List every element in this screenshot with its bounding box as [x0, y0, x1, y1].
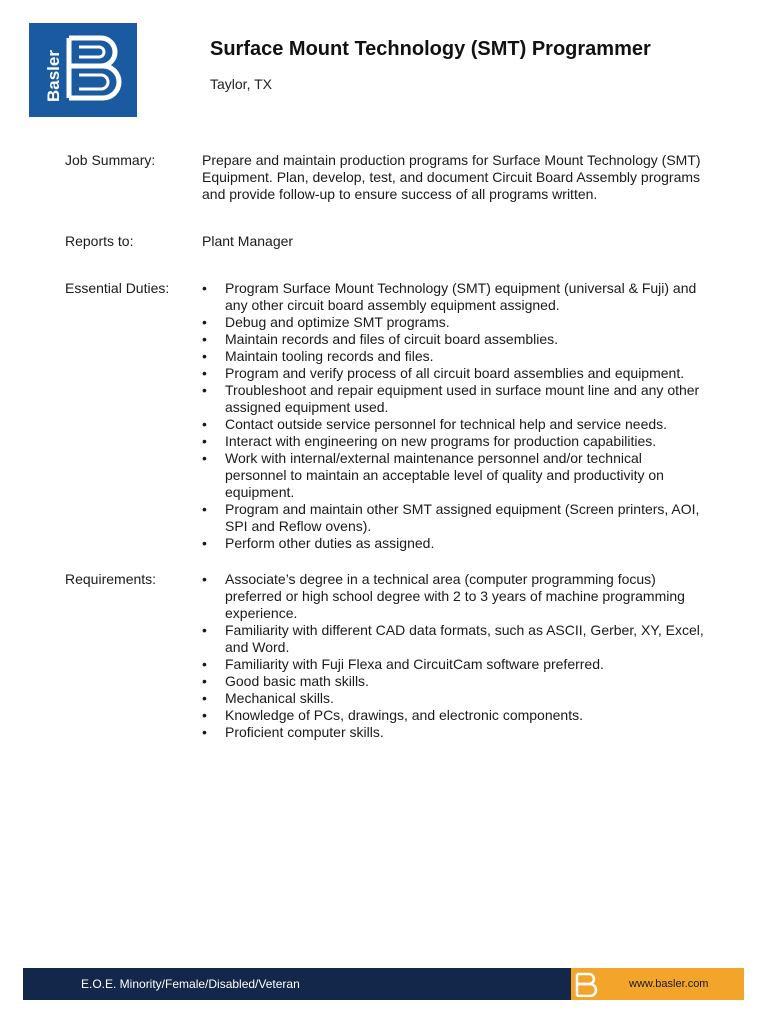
requirements-list [202, 571, 707, 741]
bullet: • [202, 382, 207, 398]
bullet: • [202, 656, 207, 672]
bullet: • [202, 673, 207, 689]
bullet: • [202, 365, 207, 381]
list-item: • Program and maintain other SMT assigned equipment (Screen printers, AOI, SPI and Reflow ovens). [202, 501, 700, 534]
list-item: • Interact with engineering on new programs for production capabilities. [202, 433, 657, 449]
list-item: • Mechanical skills. [202, 690, 334, 706]
list-item: • Familiarity with Fuji Flexa and CircuitCam software preferred. [202, 656, 604, 672]
reports-to-text: Plant Manager [202, 233, 294, 249]
list-item: • Proficient computer skills. [202, 724, 384, 740]
bullet: • [202, 690, 207, 706]
requirements-label: Requirements: [65, 571, 157, 587]
list-item: • Maintain tooling records and files. [202, 348, 434, 364]
job-title: Surface Mount Technology (SMT) Programmer [210, 38, 651, 60]
list-item: • Debug and optimize SMT programs. [202, 314, 450, 330]
basler-b-mark-icon [29, 23, 137, 117]
list-item: • Troubleshoot and repair equipment used in surface mount line and any other assigned equipment used. [202, 382, 700, 415]
footer-bar [23, 968, 744, 1000]
bullet: • [202, 314, 207, 330]
reports-to-label: Reports to: [65, 233, 134, 249]
bullet: • [202, 707, 207, 723]
list-item: • Maintain records and files of circuit board assemblies. [202, 331, 559, 347]
job-summary-label: Job Summary: [65, 152, 156, 168]
basler-b-small-icon [573, 971, 601, 997]
basler-logo [29, 23, 137, 117]
essential-duties-list [202, 280, 707, 552]
list-item: • Program and verify process of all circuit board assemblies and equipment. [202, 365, 685, 381]
essential-duties-label: Essential Duties: [65, 280, 170, 296]
list-item: • Program Surface Mount Technology (SMT) equipment (universal & Fuji) and any other circuit board assembly equipment assigned. [202, 280, 697, 313]
logo-text: Basler [44, 50, 63, 102]
list-item: • Perform other duties as assigned. [202, 535, 435, 551]
footer-left-panel [23, 968, 571, 1000]
eoe-statement: E.O.E. Minority/Female/Disabled/Veteran [81, 977, 300, 991]
bullet: • [202, 450, 207, 466]
job-summary-text: Prepare and maintain production programs for Surface Mount Technology (SMT) Equipment. Plan, develop, test, and document Circuit Board Assembly programs and provide follow-up to ensure success of all programs written. [202, 152, 701, 202]
list-item: • Familiarity with different CAD data formats, such as ASCII, Gerber, XY, Excel, and Word. [202, 622, 704, 655]
list-item: • Work with internal/external maintenance personnel and/or technical personnel to maintain an acceptable level of quality and productivity on equipment. [202, 450, 664, 500]
bullet: • [202, 331, 207, 347]
list-item: • Contact outside service personnel for technical help and service needs. [202, 416, 668, 432]
footer-right-panel [571, 968, 744, 1000]
bullet: • [202, 348, 207, 364]
bullet: • [202, 280, 207, 296]
bullet: • [202, 571, 207, 587]
bullet: • [202, 535, 207, 551]
list-item: • Good basic math skills. [202, 673, 369, 689]
list-item: • Knowledge of PCs, drawings, and electronic components. [202, 707, 583, 723]
website-link[interactable]: www.basler.com [629, 978, 709, 990]
bullet: • [202, 416, 207, 432]
bullet: • [202, 501, 207, 517]
job-location: Taylor, TX [210, 76, 272, 92]
list-item: • Associate’s degree in a technical area (computer programming focus) preferred or high school degree with 2 to 3 years of machine programming experience. [202, 571, 685, 621]
bullet: • [202, 622, 207, 638]
bullet: • [202, 724, 207, 740]
bullet: • [202, 433, 207, 449]
